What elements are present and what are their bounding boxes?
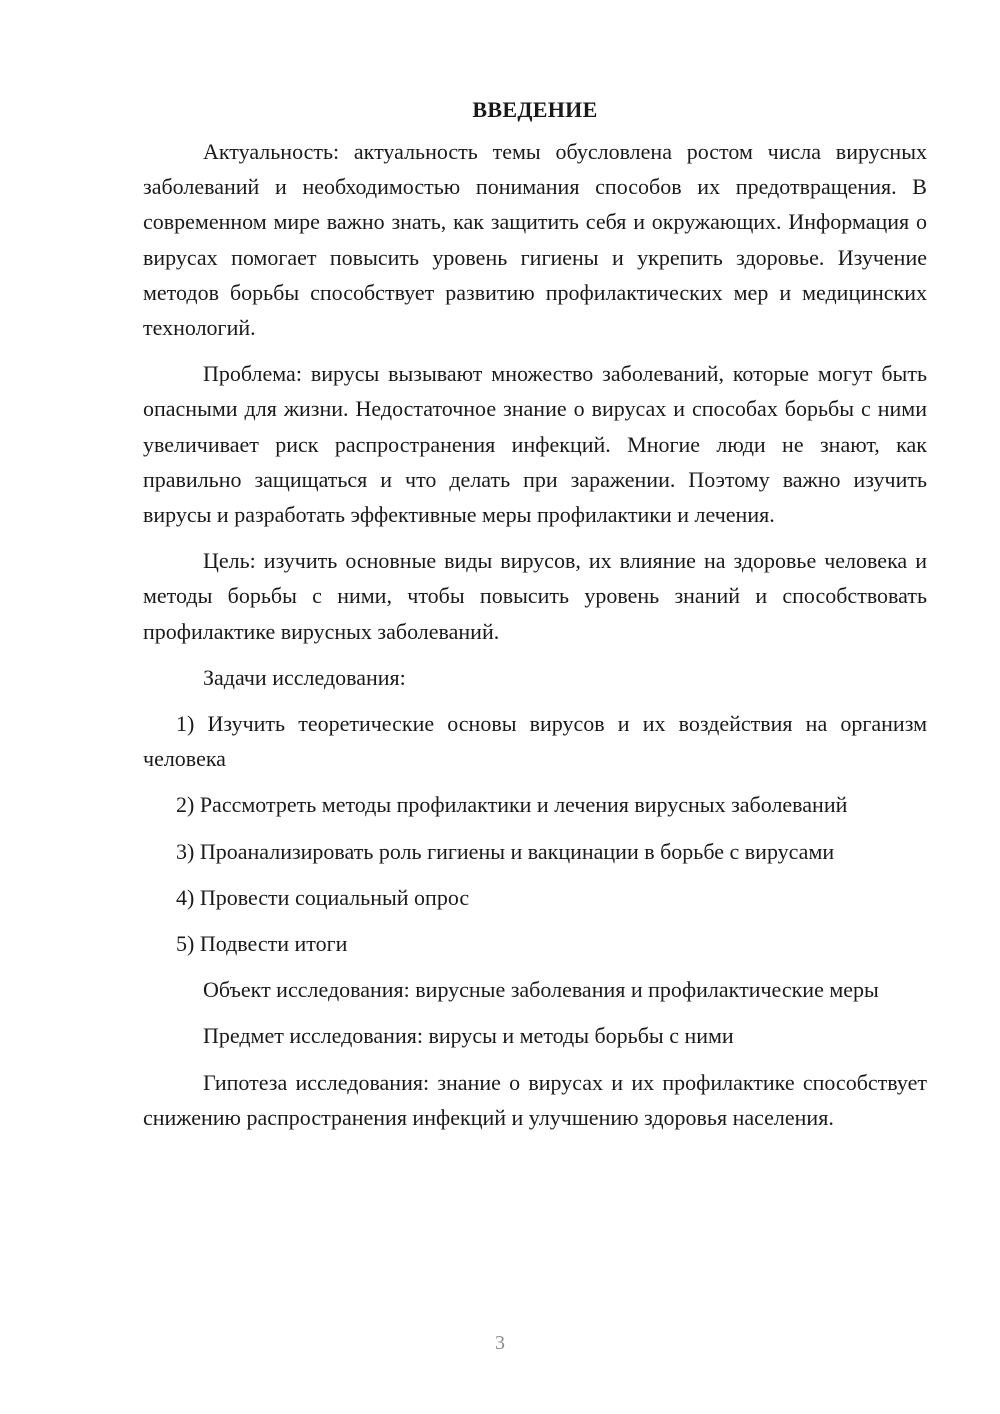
task-item-4: 4) Провести социальный опрос bbox=[176, 884, 470, 910]
problem-paragraph: Проблема: вирусы вызывают множество заболеваний, которые могут быть опасными для жизни. Недостаточное знание о вирусах и способах борьбы с ними увеличивает риск распространения инфекций. Многие люди не знают, как правильно защищаться и что делать при заражении. Поэтому важно изучить вирусы и разработать эффективные меры профилактики и лечения. bbox=[143, 361, 927, 528]
goal-paragraph: Цель: изучить основные виды вирусов, их влияние на здоровье человека и методы борьбы с ними, чтобы повысить уровень знаний и способствовать профилактике вирусных заболеваний. bbox=[143, 548, 927, 644]
object-paragraph: Объект исследования: вирусные заболевания и профилактические меры bbox=[203, 977, 879, 1003]
task-item-3: 3) Проанализировать роль гигиены и вакцинации в борьбе с вирусами bbox=[176, 838, 835, 864]
task-item-5: 5) Подвести итоги bbox=[176, 931, 348, 957]
document-page bbox=[143, 92, 927, 1146]
tasks-heading: Задачи исследования: bbox=[203, 664, 406, 690]
subject-paragraph: Предмет исследования: вирусы и методы борьбы с ними bbox=[203, 1023, 734, 1049]
relevance-paragraph: Актуальность: актуальность темы обусловлена ростом числа вирусных заболеваний и необходимостью понимания способов их предотвращения. В современном мире важно знать, как защитить себя и окружающих. Информация о вирусах помогает повысить уровень гигиены и укрепить здоровье. Изучение методов борьбы способствует развитию профилактических мер и медицинских технологий. bbox=[143, 139, 927, 341]
task-item-2: 2) Рассмотреть методы профилактики и лечения вирусных заболеваний bbox=[176, 792, 848, 818]
hypothesis-paragraph: Гипотеза исследования: знание о вирусах и их профилактике способствует снижению распространения инфекций и улучшению здоровья населения. bbox=[143, 1069, 927, 1130]
page-number: 3 bbox=[495, 1332, 505, 1354]
section-title: ВВЕДЕНИЕ bbox=[472, 97, 598, 122]
task-item-1: 1) Изучить теоретические основы вирусов и их воздействия на организм человека bbox=[143, 711, 927, 772]
